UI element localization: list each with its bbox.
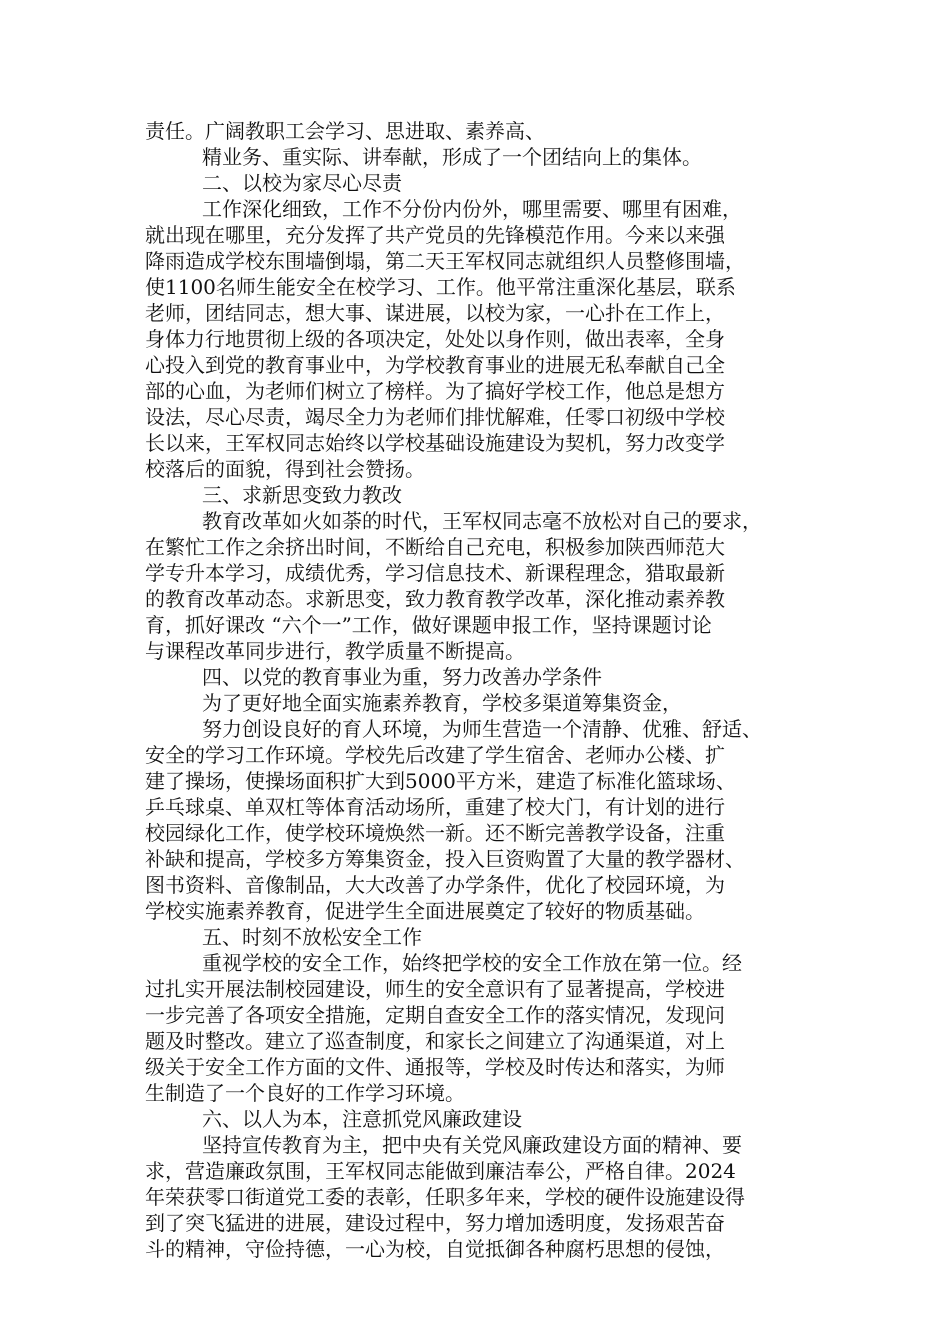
text-line-20: 育，抓好课改 “六个一”工作，做好课题申报工作，坚持课题讨论 (145, 613, 712, 637)
text-line-30: 图书资料、音像制品，大大改善了办学条件，优化了校园环境，为 (145, 873, 725, 897)
text-line-6: 降雨造成学校东围墙倒塌，第二天王军权同志就组织人员整修围墙， (145, 249, 745, 273)
text-line-11: 部的心血，为老师们树立了榜样。为了搞好学校工作，他总是想方 (145, 379, 725, 403)
text-line-16: 教育改革如火如荼的时代，王军权同志毫不放松对自己的要求， (202, 509, 762, 533)
text-line-7: 使1100名师生能安全在校学习、工作。他平常注重深化基层，联系 (145, 275, 736, 299)
text-line-18: 学专升本学习，成绩优秀，学习信息技术、新课程理念，猎取最新 (145, 561, 725, 585)
text-line-10: 心投入到党的教育事业中，为学校教育事业的进展无私奉献自己全 (145, 353, 725, 377)
text-line-33: 重视学校的安全工作，始终把学校的安全工作放在第一位。经 (202, 951, 742, 975)
text-line-8: 老师，团结同志，想大事、谋进展，以校为家，一心扑在工作上， (145, 301, 725, 325)
text-line-29: 补缺和提高，学校多方筹集资金，投入巨资购置了大量的教学器材、 (145, 847, 745, 871)
section-heading-2: 二、以校为家尽心尽责 (202, 171, 402, 195)
section-heading-5: 五、时刻不放松安全工作 (202, 925, 422, 949)
text-line-26: 建了操场，使操场面积扩大到5000平方米，建造了标准化篮球场、 (145, 769, 736, 793)
text-line-36: 题及时整改。建立了巡查制度，和家长之间建立了沟通渠道，对上 (145, 1029, 725, 1053)
text-line-24: 努力创设良好的育人环境，为师生营造一个清静、优雅、舒适、 (202, 717, 762, 741)
text-line-21: 与课程改革同步进行，教学质量不断提高。 (145, 639, 525, 663)
text-line-5: 就出现在哪里，充分发挥了共产党员的先锋模范作用。今来以来强 (145, 223, 725, 247)
text-line-13: 长以来，王军权同志始终以学校基础设施建设为契机，努力改变学 (145, 431, 725, 455)
text-line-14: 校落后的面貌，得到社会赞扬。 (145, 457, 425, 481)
text-line-28: 校园绿化工作，使学校环境焕然一新。还不断完善教学设备，注重 (145, 821, 725, 845)
text-line-31: 学校实施素养教育，促进学生全面进展奠定了较好的物质基础。 (145, 899, 705, 923)
text-line-38: 生制造了一个良好的工作学习环境。 (145, 1081, 465, 1105)
text-line-19: 的教育改革动态。求新思变，致力教育教学改革，深化推动素养教 (145, 587, 725, 611)
section-heading-3: 三、求新思变致力教改 (202, 483, 402, 507)
text-line-40: 坚持宣传教育为主，把中央有关党风廉政建设方面的精神、要 (202, 1133, 742, 1157)
text-line-43: 到了突飞猛进的进展，建设过程中，努力增加透明度，发扬艰苦奋 (145, 1211, 725, 1235)
text-line-44: 斗的精神，守俭持德，一心为校，自觉抵御各种腐朽思想的侵蚀， (145, 1237, 725, 1261)
text-line-37: 级关于安全工作方面的文件、通报等，学校及时传达和落实，为师 (145, 1055, 725, 1079)
text-line-34: 过扎实开展法制校园建设，师生的安全意识有了显著提高，学校进 (145, 977, 725, 1001)
text-line-17: 在繁忙工作之余挤出时间，不断给自己充电，积极参加陕西师范大 (145, 535, 725, 559)
text-line-41: 求，营造廉政氛围，王军权同志能做到廉洁奉公，严格自律。2024 (145, 1159, 736, 1183)
text-line-4: 工作深化细致，工作不分份内份外，哪里需要、哪里有困难， (202, 197, 742, 221)
section-heading-4: 四、以党的教育事业为重，努力改善办学条件 (202, 665, 602, 689)
text-line-27: 乒乓球桌、单双杠等体育活动场所，重建了校大门，有计划的进行 (145, 795, 725, 819)
text-line-1: 责任。广阔教职工会学习、思进取、素养高、 (145, 119, 545, 143)
text-line-9: 身体力行地贯彻上级的各项决定，处处以身作则，做出表率，全身 (145, 327, 725, 351)
text-line-42: 年荣获零口街道党工委的表彰，任职多年来，学校的硬件设施建设得 (145, 1185, 745, 1209)
text-line-23: 为了更好地全面实施素养教育，学校多渠道筹集资金， (202, 691, 682, 715)
text-line-35: 一步完善了各项安全措施，定期自查安全工作的落实情况，发现问 (145, 1003, 725, 1027)
text-line-12: 设法，尽心尽责，竭尽全力为老师们排忧解难，任零口初级中学校 (145, 405, 725, 429)
text-line-25: 安全的学习工作环境。学校先后改建了学生宿舍、老师办公楼、扩 (145, 743, 725, 767)
text-line-2: 精业务、重实际、讲奉献，形成了一个团结向上的集体。 (202, 145, 702, 169)
document-page (145, 118, 805, 1262)
section-heading-6: 六、以人为本，注意抓党风廉政建设 (202, 1107, 522, 1131)
